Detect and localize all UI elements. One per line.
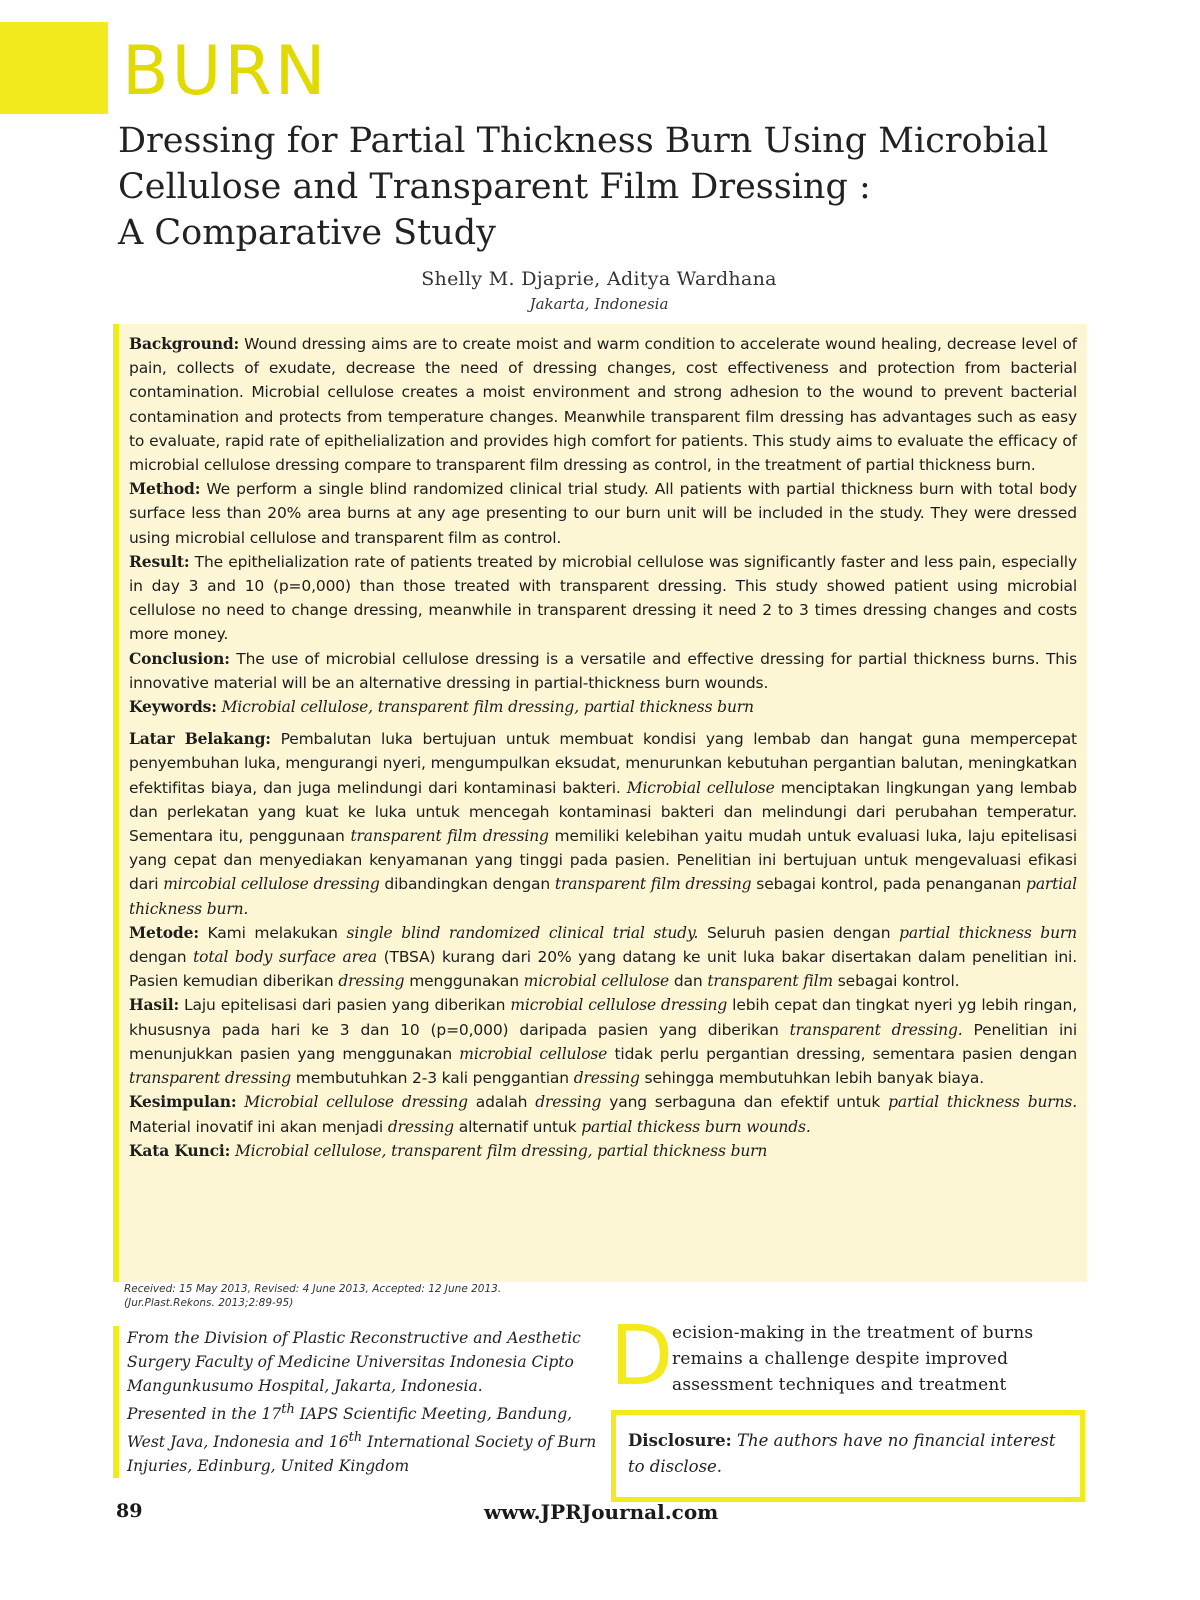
received-line: Received: 15 May 2013, Revised: 4 June 2013, Accepted: 12 June 2013. <box>124 1283 502 1295</box>
section-label: BURN <box>122 32 329 111</box>
kata-kunci-label: Kata Kunci: <box>129 1140 231 1160</box>
intro-line: ecision-making in the treatment of burns <box>672 1323 1034 1343</box>
affiliation: Jakarta, Indonesia <box>529 295 669 313</box>
conclusion-label: Conclusion: <box>129 648 230 668</box>
method-label: Method: <box>129 479 201 499</box>
abstract-result: Result: The epithelialization rate of patients treated by microbial cellulose was significantly faster and less pain, especially in day 3 and 10 (p=0,000) than those treated with transparent dressing. This study showed patient using microbial cellulose no need to change dressing, meanwhile in transparent dressing it need 2 to 3 times dressing changes and costs more money. <box>129 551 1077 644</box>
title-line: Cellulose and Transparent Film Dressing : <box>118 167 871 207</box>
abstract-box <box>113 324 1087 1282</box>
disclosure-box <box>611 1410 1085 1502</box>
abstrak-kata-kunci: Kata Kunci: Microbial cellulose, transparent film dressing, partial thickness burn <box>129 1140 768 1160</box>
hasil-label: Hasil: <box>129 995 180 1015</box>
intro-line: assessment techniques and treatment <box>672 1375 1007 1395</box>
author-footnote <box>113 1326 597 1478</box>
disclosure-label: Disclosure: <box>628 1431 732 1450</box>
abstrak-metode: Metode: Kami melakukan single blind randomized clinical trial study. Seluruh pasien dengan partial thickness burn dengan total body surface area (TBSA) kurang dari 20% yang datang ke unit luka bakar disertakan dalam penelitian ini. Pasien kemudian diberikan dressing menggunakan microbial cellulose dan transparent film sebagai kontrol. <box>129 922 1077 991</box>
abstrak-latar-belakang: Latar Belakang: Pembalutan luka bertujuan untuk membuat kondisi yang lembab dan hangat guna mempercepat penyembuhan luka, mengurangi nyeri, mengumpulkan eksudat, menurunkan kebutuhan pergantian balutan, meningkatkan efektifitas biaya, dan juga melindungi dari kontaminasi bakteri. Microbial cellulose menciptakan lingkungan yang lembab dan perlekatan yang kuat ke luka untuk mencegah kontaminasi bakteri dan melindungi dari perubahan temperatur. Sementara itu, penggunaan transparent film dressing memiliki kelebihan yaitu mudah untuk evaluasi luka, laju epitelisasi yang cepat dan menyediakan kenyamanan yang tinggi pada pasien. Penelitian ini bertujuan untuk mengevaluasi efikasi dari mircobial cellulose dressing dibandingkan dengan transparent film dressing sebagai kontrol, pada penanganan partial thickness burn. <box>129 729 1077 918</box>
authors: Shelly M. Djaprie, Aditya Wardhana <box>421 268 777 290</box>
article-title <box>118 118 1118 256</box>
received-dates <box>124 1282 501 1310</box>
background-label: Background: <box>129 334 240 353</box>
intro-line: remains a challenge despite improved <box>672 1349 1009 1369</box>
disclosure-text: The authors have no financial interest to disclose. <box>628 1431 1056 1476</box>
abstract-method: Method: We perform a single blind randomized clinical trial study. All patients with partial thickness burn with total body surface less than 20% area burns at any age presenting to our burn unit will be included in the study. They were dressed using microbial cellulose and transparent film as control. <box>129 479 1077 547</box>
citation-line: (Jur.Plast.Rekons. 2013;2:89-95) <box>124 1297 294 1309</box>
latar-belakang-label: Latar Belakang: <box>129 729 271 749</box>
page-number: 89 <box>116 1500 143 1522</box>
title-line: Dressing for Partial Thickness Burn Using Microbial <box>118 121 1049 161</box>
kesimpulan-label: Kesimpulan: <box>129 1092 237 1112</box>
division-note: From the Division of Plastic Reconstructive and Aesthetic Surgery Faculty of Medicine Universitas Indonesia Cipto Mangunkusumo Hospital, Jakarta, Indonesia. <box>127 1329 581 1395</box>
presented-note: Presented in the 17th IAPS Scientific Meeting, Bandung, West Java, Indonesia and 16th International Society of Burn Injuries, Edinburg, United Kingdom <box>127 1402 597 1476</box>
drop-cap: D <box>610 1309 674 1404</box>
result-label: Result: <box>129 551 190 571</box>
metode-label: Metode: <box>129 922 199 942</box>
abstract-background: Background: Wound dressing aims are to create moist and warm condition to accelerate wound healing, decrease level of pain, collects of exudate, decrease the need of dressing changes, cost effectiveness and protection from bacterial contamination. Microbial cellulose creates a moist environment and strong adhesion to the wound to prevent bacterial contamination and protects from temperature changes. Meanwhile transparent film dressing has advantages such as easy to evaluate, rapid rate of epithelialization and provides high comfort for patients. This study aims to evaluate the efficacy of microbial cellulose dressing compare to transparent film dressing as control, in the treatment of partial thickness burn. <box>129 334 1077 475</box>
abstrak-hasil: Hasil: Laju epitelisasi dari pasien yang diberikan microbial cellulose dressing lebih cepat dan tingkat nyeri yg lebih ringan, khususnya pada hari ke 3 dan 10 (p=0,000) daripada pasien yang diberikan transparent dressing. Penelitian ini menunjukkan pasien yang menggunakan microbial cellulose tidak perlu pergantian dressing, sementara pasien dengan transparent dressing membutuhkan 2-3 kali penggantian dressing sehingga membutuhkan lebih banyak biaya. <box>129 995 1077 1088</box>
abstract-conclusion: Conclusion: The use of microbial cellulose dressing is a versatile and effective dressing for partial thickness burns. This innovative material will be an alternative dressing in partial-thickness burn wounds. <box>129 648 1077 692</box>
keywords-label: Keywords: <box>129 697 217 717</box>
abstrak-kesimpulan: Kesimpulan: Microbial cellulose dressing adalah dressing yang serbaguna dan efektif untuk partial thickness burns. Material inovatif ini akan menjadi dressing alternatif untuk partial thickess burn wounds. <box>129 1092 1077 1136</box>
title-line: A Comparative Study <box>118 213 496 253</box>
journal-website-link[interactable]: www.JPRJournal.com <box>484 1500 719 1524</box>
section-color-block <box>0 22 108 114</box>
abstract-keywords: Keywords: Microbial cellulose, transparent film dressing, partial thickness burn <box>129 697 754 717</box>
intro-paragraph <box>672 1320 1078 1398</box>
